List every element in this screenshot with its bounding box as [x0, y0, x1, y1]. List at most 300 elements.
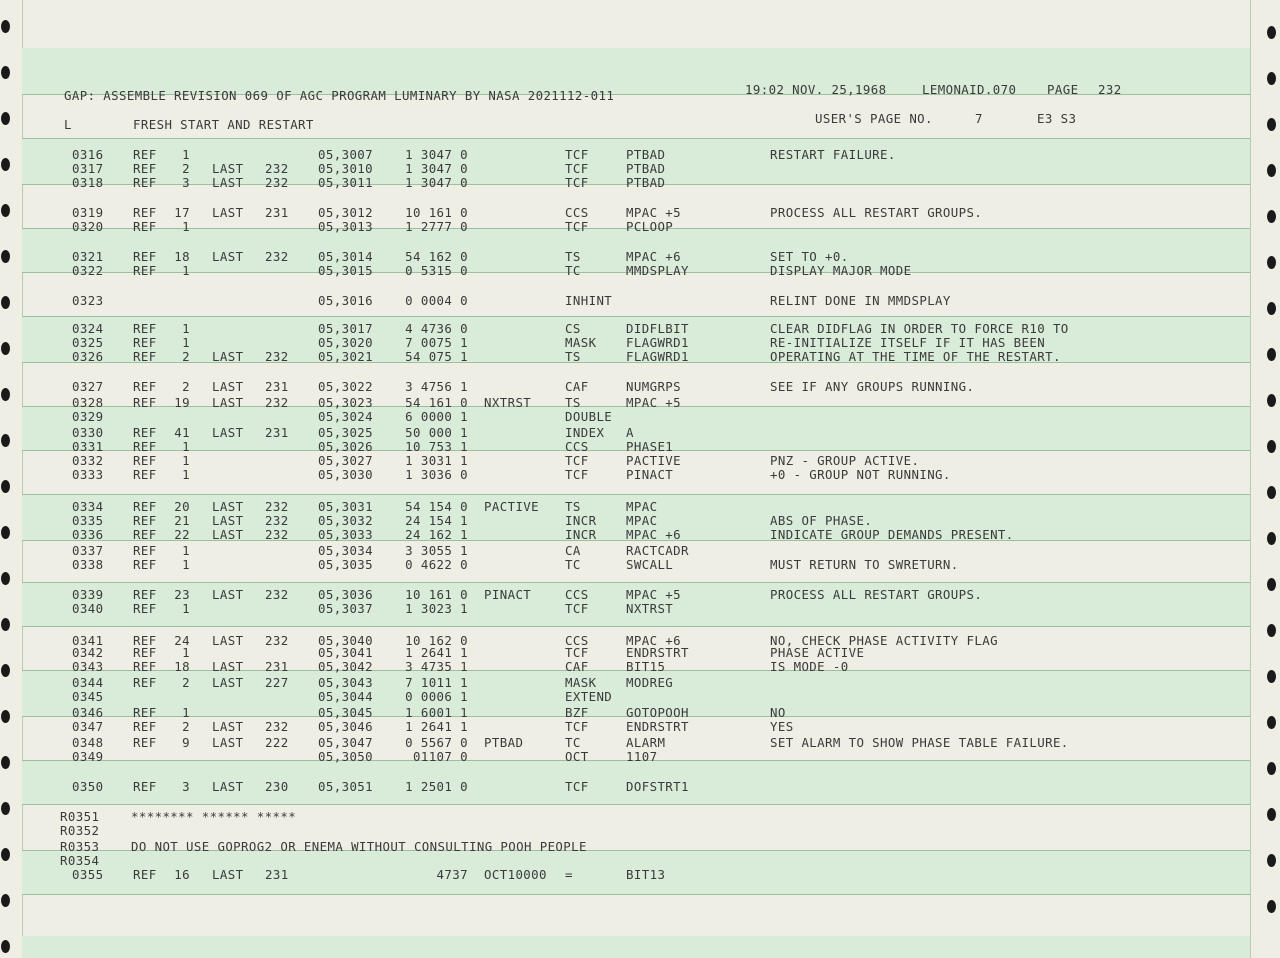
cell-operand: ENDRSTRT [626, 719, 689, 734]
feed-hole [1, 940, 10, 953]
cell-comment: RELINT DONE IN MMDSPLAY [770, 293, 951, 308]
cell-code: 1 2501 0 [405, 779, 468, 794]
feed-hole [1, 526, 10, 539]
cell-lp: 231 [265, 659, 289, 674]
cell-op: CCS [565, 587, 589, 602]
cell-operand: PCLOOP [626, 219, 674, 234]
cell-ref: REF [133, 867, 157, 882]
cell-n: 2 [182, 379, 190, 394]
cell-ref: REF [133, 395, 157, 410]
cell-code: 10 161 0 [405, 587, 468, 602]
cell-label: PTBAD [484, 735, 524, 750]
cell-code: 01107 0 [412, 749, 468, 764]
cell-n: 24 [174, 633, 190, 648]
cell-line: 0344 [72, 675, 104, 690]
cell-line: 0330 [72, 425, 104, 440]
cell-ref: REF [133, 335, 157, 350]
cell-op: INDEX [565, 425, 605, 440]
feed-hole [1267, 256, 1276, 269]
cell-operand: MPAC +6 [626, 249, 682, 264]
cell-op: TCF [565, 601, 589, 616]
cell-code: 3 4756 1 [405, 379, 468, 394]
cell-line: 0326 [72, 349, 104, 364]
cell-last: LAST [212, 513, 244, 528]
bar-rule [22, 804, 1250, 805]
cell-operand: PTBAD [626, 161, 666, 176]
cell-last: LAST [212, 735, 244, 750]
cell-ref: REF [133, 645, 157, 660]
cell-ref: REF [133, 719, 157, 734]
feed-hole [1, 250, 10, 263]
cell-op: MASK [565, 675, 597, 690]
cell-line: 0345 [72, 689, 104, 704]
cell-op: TCF [565, 161, 589, 176]
cell-lp: 232 [265, 175, 289, 190]
cell-ref: REF [133, 263, 157, 278]
cell-operand: DOFSTRT1 [626, 779, 689, 794]
cell-comment: PHASE ACTIVE [770, 645, 865, 660]
cell-addr: 05,3017 [318, 321, 374, 336]
feed-hole [1267, 670, 1276, 683]
feed-hole [1, 572, 10, 585]
cell-operand: NUMGRPS [626, 379, 682, 394]
cell-n: 16 [174, 867, 190, 882]
feed-hole [1, 710, 10, 723]
feed-hole [1267, 210, 1276, 223]
cell-ref: REF [133, 633, 157, 648]
cell-op: EXTEND [565, 689, 613, 704]
cell-n: 19 [174, 395, 190, 410]
cell-comment: PROCESS ALL RESTART GROUPS. [770, 587, 983, 602]
cell-addr: 05,3024 [318, 409, 374, 424]
paper-margin-right [1250, 0, 1251, 958]
cell-n: 1 [182, 263, 190, 278]
cell-op: TCF [565, 779, 589, 794]
cell-n: 1 [182, 321, 190, 336]
cell-op: TCF [565, 219, 589, 234]
cell-code: 54 161 0 [405, 395, 468, 410]
feed-hole [1267, 486, 1276, 499]
cell-label: PACTIVE [484, 499, 540, 514]
cell-operand: PINACT [626, 467, 674, 482]
cell-line: 0317 [72, 161, 104, 176]
cell-operand: PACTIVE [626, 453, 682, 468]
cell-last: LAST [212, 499, 244, 514]
cell-ref: REF [133, 425, 157, 440]
cell-comment: +0 - GROUP NOT RUNNING. [770, 467, 951, 482]
cell-line: 0349 [72, 749, 104, 764]
cell-addr: 05,3007 [318, 147, 374, 162]
cell-last: LAST [212, 867, 244, 882]
cell-line: 0343 [72, 659, 104, 674]
cell-code: 4 4736 0 [405, 321, 468, 336]
cell-n: 1 [182, 557, 190, 572]
cell-last: LAST [212, 205, 244, 220]
cell-addr: 05,3043 [318, 675, 374, 690]
cell-line: 0320 [72, 219, 104, 234]
cell-line: 0319 [72, 205, 104, 220]
cell-code: 1 6001 1 [405, 705, 468, 720]
cell-label: OCT10000 [484, 867, 547, 882]
cell-operand: GOTOPOOH [626, 705, 689, 720]
cell-code: 54 154 0 [405, 499, 468, 514]
cell-line: 0321 [72, 249, 104, 264]
cell-op: TCF [565, 453, 589, 468]
feed-hole [1, 802, 10, 815]
cell-lp: 232 [265, 513, 289, 528]
cell-operand: MPAC +5 [626, 395, 682, 410]
cell-addr: 05,3011 [318, 175, 374, 190]
cell-line: 0337 [72, 543, 104, 558]
cell-comment: RESTART FAILURE. [770, 147, 896, 162]
cell-ref: REF [133, 439, 157, 454]
log-letter: L [64, 117, 72, 132]
cell-lp: 232 [265, 499, 289, 514]
cell-operand: MPAC [626, 513, 658, 528]
cell-addr: 05,3042 [318, 659, 374, 674]
cell-addr: 05,3021 [318, 349, 374, 364]
cell-comment: IS MODE -0 [770, 659, 849, 674]
cell-n: 17 [174, 205, 190, 220]
cell-n: 18 [174, 249, 190, 264]
cell-line: 0347 [72, 719, 104, 734]
cell-operand: FLAGWRD1 [626, 349, 689, 364]
cell-op: TC [565, 735, 581, 750]
cell-comment: NO [770, 705, 786, 720]
cell-addr: 05,3031 [318, 499, 374, 514]
cell-addr: 05,3014 [318, 249, 374, 264]
cell-op: TCF [565, 147, 589, 162]
cell-comment: DISPLAY MAJOR MODE [770, 263, 912, 278]
cell-code: 24 154 1 [405, 513, 468, 528]
cell-addr: 05,3020 [318, 335, 374, 350]
cell-comment: NO, CHECK PHASE ACTIVITY FLAG [770, 633, 998, 648]
cell-n: 2 [182, 349, 190, 364]
cell-addr: 05,3051 [318, 779, 374, 794]
cell-operand: DIDFLBIT [626, 321, 689, 336]
cell-ref: REF [133, 467, 157, 482]
cell-operand: MPAC +5 [626, 205, 682, 220]
cell-code: 1 3047 0 [405, 175, 468, 190]
cell-lp: 231 [265, 379, 289, 394]
cell-last: LAST [212, 675, 244, 690]
cell-addr: 05,3012 [318, 205, 374, 220]
cell-ref: REF [133, 779, 157, 794]
feed-hole [1, 756, 10, 769]
feed-hole [1267, 624, 1276, 637]
cell-n: 9 [182, 735, 190, 750]
cell-ref: REF [133, 349, 157, 364]
cell-addr: 05,3045 [318, 705, 374, 720]
cell-op: TCF [565, 467, 589, 482]
cell-code: 54 162 0 [405, 249, 468, 264]
feed-hole [1267, 164, 1276, 177]
cell-ref: REF [133, 147, 157, 162]
cell-code: 0 4622 0 [405, 557, 468, 572]
cell-code: 1 3031 1 [405, 453, 468, 468]
cell-code: 7 1011 1 [405, 675, 468, 690]
cell-lp: 230 [265, 779, 289, 794]
bar-rule [22, 582, 1250, 583]
cell-last: LAST [212, 425, 244, 440]
cell-ref: REF [133, 705, 157, 720]
cell-code: 1 3047 0 [405, 147, 468, 162]
cell-addr: 05,3032 [318, 513, 374, 528]
users-page-number: 7 [975, 111, 983, 126]
cell-operand: SWCALL [626, 557, 674, 572]
cell-addr: 05,3047 [318, 735, 374, 750]
cell-operand: MPAC +6 [626, 527, 682, 542]
cell-op: TC [565, 263, 581, 278]
cell-last: LAST [212, 379, 244, 394]
cell-remark: DO NOT USE GOPROG2 OR ENEMA WITHOUT CONSULTING POOH PEOPLE [131, 839, 587, 854]
cell-code: 1 2641 1 [405, 719, 468, 734]
cell-ref: REF [133, 219, 157, 234]
cell-op: TS [565, 349, 581, 364]
cell-op: CAF [565, 659, 589, 674]
cell-addr: 05,3041 [318, 645, 374, 660]
cell-last: LAST [212, 527, 244, 542]
cell-operand: ALARM [626, 735, 666, 750]
cell-n: 1 [182, 705, 190, 720]
cell-addr: 05,3025 [318, 425, 374, 440]
cell-line: 0322 [72, 263, 104, 278]
cell-op: CAF [565, 379, 589, 394]
cell-last: LAST [212, 175, 244, 190]
cell-ref: REF [133, 205, 157, 220]
cell-addr: 05,3034 [318, 543, 374, 558]
cell-operand: BIT15 [626, 659, 666, 674]
cell-addr: 05,3035 [318, 557, 374, 572]
cell-lp: 232 [265, 719, 289, 734]
cell-op: TS [565, 395, 581, 410]
cell-addr: 05,3027 [318, 453, 374, 468]
cell-code: 3 4735 1 [405, 659, 468, 674]
cell-code: 1 2641 1 [405, 645, 468, 660]
feed-hole [1, 894, 10, 907]
cell-op: CS [565, 321, 581, 336]
cell-ref: REF [133, 601, 157, 616]
cell-comment: CLEAR DIDFLAG IN ORDER TO FORCE R10 TO [770, 321, 1069, 336]
cell-line: 0350 [72, 779, 104, 794]
cell-line: 0338 [72, 557, 104, 572]
feed-hole [1, 158, 10, 171]
cell-line: R0353 [60, 839, 100, 854]
cell-lp: 231 [265, 867, 289, 882]
cell-line: 0333 [72, 467, 104, 482]
cell-last: LAST [212, 633, 244, 648]
cell-line: 0328 [72, 395, 104, 410]
cell-op: CCS [565, 205, 589, 220]
cell-code: 0 5567 0 [405, 735, 468, 750]
cell-op: TS [565, 249, 581, 264]
cell-op: INCR [565, 513, 597, 528]
cell-line: 0355 [72, 867, 104, 882]
cell-addr: 05,3016 [318, 293, 374, 308]
cell-n: 1 [182, 453, 190, 468]
cell-lp: 232 [265, 527, 289, 542]
cell-n: 1 [182, 543, 190, 558]
cell-n: 3 [182, 175, 190, 190]
feed-hole [1, 480, 10, 493]
bar-rule [22, 626, 1250, 627]
cell-line: 0341 [72, 633, 104, 648]
cell-n: 1 [182, 439, 190, 454]
cell-lp: 227 [265, 675, 289, 690]
cell-addr: 05,3036 [318, 587, 374, 602]
cell-last: LAST [212, 249, 244, 264]
cell-op: OCT [565, 749, 589, 764]
cell-line: 0327 [72, 379, 104, 394]
cell-line: 0318 [72, 175, 104, 190]
cell-operand: PHASE1 [626, 439, 674, 454]
feed-hole [1267, 578, 1276, 591]
cell-line: 0329 [72, 409, 104, 424]
cell-comment: ABS OF PHASE. [770, 513, 873, 528]
cell-ref: REF [133, 543, 157, 558]
feed-hole [1, 388, 10, 401]
feed-hole [1267, 716, 1276, 729]
cell-last: LAST [212, 779, 244, 794]
cell-n: 1 [182, 219, 190, 234]
cell-code: 10 753 1 [405, 439, 468, 454]
cell-code: 7 0075 1 [405, 335, 468, 350]
cell-op: BZF [565, 705, 589, 720]
cell-ref: REF [133, 453, 157, 468]
cell-line: 0332 [72, 453, 104, 468]
print-timestamp: 19:02 NOV. 25,1968 [745, 82, 887, 97]
cell-last: LAST [212, 659, 244, 674]
feed-hole [1267, 808, 1276, 821]
cell-operand: ENDRSTRT [626, 645, 689, 660]
cell-n: 1 [182, 645, 190, 660]
feed-hole [1, 112, 10, 125]
cell-op: TCF [565, 175, 589, 190]
cell-n: 2 [182, 675, 190, 690]
cell-addr: 05,3013 [318, 219, 374, 234]
cell-line: 0346 [72, 705, 104, 720]
feed-hole [1267, 394, 1276, 407]
bar-rule [22, 494, 1250, 495]
cell-operand: MPAC +6 [626, 633, 682, 648]
cell-label: NXTRST [484, 395, 532, 410]
cell-ref: REF [133, 379, 157, 394]
cell-n: 2 [182, 161, 190, 176]
cell-op: MASK [565, 335, 597, 350]
page-number: 232 [1098, 82, 1122, 97]
cell-addr: 05,3010 [318, 161, 374, 176]
feed-hole [1, 618, 10, 631]
cell-addr: 05,3023 [318, 395, 374, 410]
cell-op: TCF [565, 719, 589, 734]
cell-lp: 231 [265, 205, 289, 220]
feed-hole [1267, 348, 1276, 361]
cell-ref: REF [133, 175, 157, 190]
cell-comment: INDICATE GROUP DEMANDS PRESENT. [770, 527, 1014, 542]
cell-operand: MPAC [626, 499, 658, 514]
cell-n: 23 [174, 587, 190, 602]
cell-addr: 05,3037 [318, 601, 374, 616]
cell-line: 0348 [72, 735, 104, 750]
cell-code: 10 162 0 [405, 633, 468, 648]
cell-n: 1 [182, 335, 190, 350]
cell-line: 0339 [72, 587, 104, 602]
cell-ref: REF [133, 499, 157, 514]
cell-ref: REF [133, 513, 157, 528]
cell-comment: PNZ - GROUP ACTIVE. [770, 453, 920, 468]
cell-op: CA [565, 543, 581, 558]
bar-rule [22, 316, 1250, 317]
cell-ref: REF [133, 587, 157, 602]
cell-comment: MUST RETURN TO SWRETURN. [770, 557, 959, 572]
cell-comment: YES [770, 719, 794, 734]
cell-line: 0336 [72, 527, 104, 542]
cell-op: = [565, 867, 573, 882]
page-label: PAGE [1047, 82, 1079, 97]
cell-addr: 05,3022 [318, 379, 374, 394]
cell-last: LAST [212, 161, 244, 176]
section-title: FRESH START AND RESTART [133, 117, 314, 132]
cell-ref: REF [133, 557, 157, 572]
cell-op: CCS [565, 633, 589, 648]
cell-ref: REF [133, 659, 157, 674]
cell-addr: 05,3040 [318, 633, 374, 648]
cell-code: 24 162 1 [405, 527, 468, 542]
cell-operand: BIT13 [626, 867, 666, 882]
cell-comment: OPERATING AT THE TIME OF THE RESTART. [770, 349, 1061, 364]
feed-hole [1, 342, 10, 355]
cell-operand: MPAC +5 [626, 587, 682, 602]
green-bar [22, 936, 1250, 958]
feed-hole [1267, 26, 1276, 39]
cell-ref: REF [133, 161, 157, 176]
feed-hole [1267, 440, 1276, 453]
cell-ref: REF [133, 735, 157, 750]
cell-line: 0316 [72, 147, 104, 162]
cell-ref: REF [133, 321, 157, 336]
cell-comment: RE-INITIALIZE ITSELF IF IT HAS BEEN [770, 335, 1046, 350]
assembly-title: GAP: ASSEMBLE REVISION 069 OF AGC PROGRAM LUMINARY BY NASA 2021112-011 [64, 88, 615, 103]
cell-line: 0334 [72, 499, 104, 514]
cell-line: 0335 [72, 513, 104, 528]
cell-addr: 05,3050 [318, 749, 374, 764]
feed-hole [1267, 532, 1276, 545]
cell-n: 1 [182, 601, 190, 616]
cell-op: INCR [565, 527, 597, 542]
cell-lp: 232 [265, 395, 289, 410]
edition-sheet: E3 S3 [1037, 111, 1077, 126]
lemonaid-version: LEMONAID.070 [922, 82, 1017, 97]
cell-lp: 232 [265, 349, 289, 364]
feed-hole [1, 296, 10, 309]
cell-addr: 05,3026 [318, 439, 374, 454]
cell-operand: MMDSPLAY [626, 263, 689, 278]
cell-n: 1 [182, 147, 190, 162]
cell-addr: 05,3044 [318, 689, 374, 704]
cell-last: LAST [212, 587, 244, 602]
cell-code: 3 3055 1 [405, 543, 468, 558]
cell-operand: A [626, 425, 634, 440]
cell-last: LAST [212, 349, 244, 364]
cell-op: TCF [565, 645, 589, 660]
feed-hole [1, 664, 10, 677]
feed-hole [1267, 72, 1276, 85]
cell-op: CCS [565, 439, 589, 454]
cell-n: 1 [182, 467, 190, 482]
cell-operand: 1107 [626, 749, 658, 764]
cell-code: 50 000 1 [405, 425, 468, 440]
feed-hole [1267, 302, 1276, 315]
